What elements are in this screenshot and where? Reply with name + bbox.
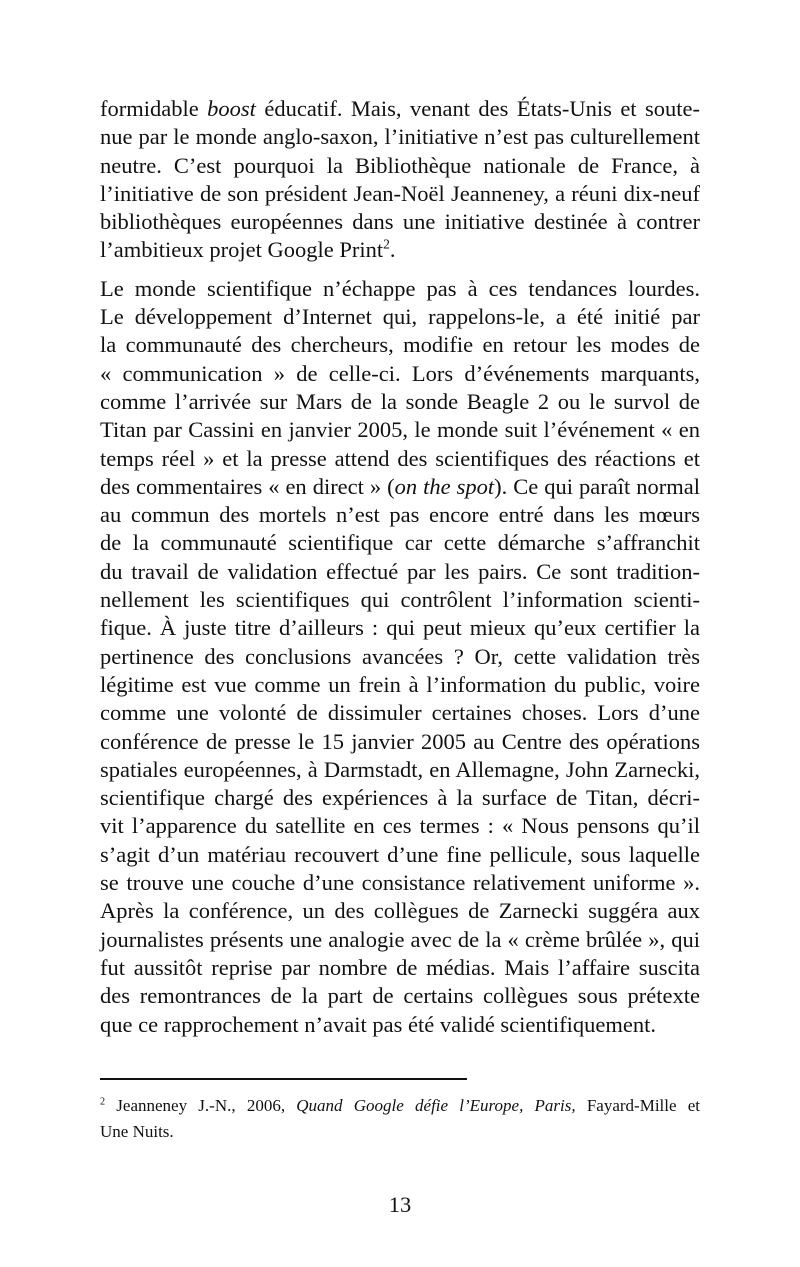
text-run: Le monde scientifique n’échappe pas à ces tendances lourdes. [100,275,700,301]
footnote-separator [100,1078,467,1080]
italic-run: Quand Google défie l’Europe, Paris, [296,1096,576,1115]
text-line [100,982,700,1010]
text-run: Fayard-Mille et [575,1096,701,1115]
text-run: la communauté des chercheurs, modifie en retour les modes de [100,332,700,358]
text-run: comme l’arrivée sur Mars de la sonde Beagle 2 ou le survol de [100,388,700,414]
text-line [100,275,700,303]
text-line [100,529,700,557]
text-run: l’initiative de son président Jean-Noël Jeanneney, a réuni dix-neuf [100,180,700,206]
text-run: de la communauté scientifique car cette démarche s’affranchit [100,530,700,556]
text-run: nue par le monde anglo-saxon, l’initiative n’est pas culturellement [100,124,700,150]
text-run: des remontrances de la part de certains collègues sous prétexte [100,983,700,1009]
text-run: conférence de presse le 15 janvier 2005 au Centre des opérations [100,728,700,754]
text-line [100,388,700,416]
text-run: Titan par Cassini en janvier 2005, le monde suit l’événement « en [100,417,700,443]
text-line [100,954,700,982]
footnote-marker: 2 [383,236,390,252]
text-line [100,699,700,727]
text-run: . [389,237,396,263]
text-line [100,331,700,359]
text-run: Jeanneney J.-N., 2006, [105,1096,297,1115]
text-run: formidable [100,96,208,121]
text-run: se trouve une couche d’une consistance relativement uniforme ». [100,870,700,896]
text-run: pertinence des conclusions avancées ? Or, cette validation très [100,643,700,669]
text-line [100,445,700,473]
text-run: l’ambitieux projet Google Print [100,237,384,263]
text-run: journalistes présents une analogie avec de la « crème brûlée », qui [100,926,700,952]
text-run: éducatif. Mais, venant des États-Unis et soute- [255,96,700,121]
text-line [100,643,700,671]
text-run: bibliothèques européennes dans une initiative destinée à contrer [100,209,700,235]
body-text [100,95,700,1049]
text-line [100,95,700,123]
text-run: scientifique chargé des expériences à la surface de Titan, décri- [100,785,700,811]
italic-run: on the spot [394,473,495,499]
text-line [100,841,700,869]
page-number: 13 [388,1192,412,1217]
text-line [100,671,700,699]
text-line [100,416,700,444]
text-line [100,180,700,208]
text-line [100,208,700,236]
text-run: du travail de validation effectué par les pairs. Ce sont tradition- [100,558,700,584]
text-run: ). Ce qui paraît normal [494,473,700,499]
text-run: temps réel » et la presse attend des scientifiques des réactions et [100,445,700,471]
text-run: Le développement d’Internet qui, rappelons-le, a été initié par [100,304,700,330]
footnote-2 [100,1093,700,1145]
text-line [100,1011,700,1039]
footnote-marker: 2 [100,1096,106,1108]
text-line [100,360,700,388]
text-run: au commun des mortels n’est pas encore entré dans les mœurs [100,502,700,528]
text-line [100,303,700,331]
text-line [100,897,700,925]
text-line [100,926,700,954]
text-line [100,756,700,784]
text-run: spatiales européennes, à Darmstadt, en Allemagne, John Zarnecki, [100,756,700,782]
text-line [100,152,700,180]
text-line [100,784,700,812]
text-run: Une Nuits. [100,1122,174,1141]
text-line [100,869,700,897]
text-line [100,1119,700,1145]
italic-run: boost [207,96,256,121]
text-run: « communication » de celle-ci. Lors d’événements marquants, [100,360,700,386]
text-run: neutre. C’est pourquoi la Bibliothèque nationale de France, à [100,152,700,178]
text-line [100,473,700,501]
text-run: vit l’apparence du satellite en ces termes : « Nous pensons qu’il [100,813,700,839]
text-line [100,1093,700,1119]
text-run: s’agit d’un matériau recouvert d’une fine pellicule, sous laquelle [100,841,700,867]
text-line [100,236,700,264]
text-line [100,501,700,529]
text-line [100,586,700,614]
text-run: fique. À juste titre d’ailleurs : qui peut mieux qu’eux certifier la [100,615,700,641]
text-line [100,812,700,840]
text-run: légitime est vue comme un frein à l’information du public, voire [100,671,700,697]
text-run: comme une volonté de dissimuler certaines choses. Lors d’une [100,700,700,726]
paragraph-1 [100,95,700,265]
text-line [100,728,700,756]
text-run: des commentaires « en direct » ( [100,473,395,499]
text-line [100,123,700,151]
paragraph-2 [100,275,700,1039]
text-line [100,558,700,586]
text-run: fut aussitôt reprise par nombre de médias. Mais l’affaire suscita [100,954,700,980]
text-line [100,614,700,642]
text-run: nellement les scientifiques qui contrôlent l’information scienti- [100,587,700,613]
text-run: Après la conférence, un des collègues de Zarnecki suggéra aux [100,898,700,924]
text-run: que ce rapprochement n’avait pas été validé scientifiquement. [100,1011,657,1037]
